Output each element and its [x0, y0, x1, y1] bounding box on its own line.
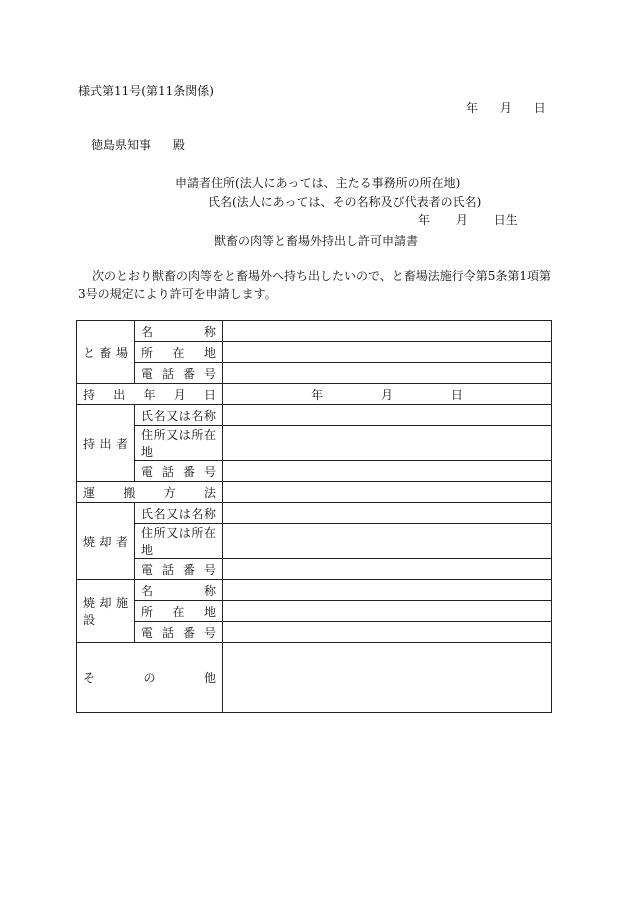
document-title: 獣畜の肉等と畜場外持出し許可申請書 [214, 234, 419, 248]
form-number: 様式第11号(第11条関係) [78, 84, 214, 98]
slaughterhouse-name-field[interactable] [223, 321, 552, 342]
table-row [77, 559, 552, 580]
table-row [77, 405, 552, 426]
incinerator-name-field[interactable] [223, 503, 552, 524]
table-row [77, 384, 552, 405]
carry-out-date-field[interactable] [223, 384, 552, 405]
table-row [77, 482, 552, 503]
applicant-address-label: 申請者住所(法人にあっては、主たる事務所の所在地) [175, 176, 461, 190]
other-label: そ の 他 [77, 643, 223, 713]
carrier-name-field[interactable] [223, 405, 552, 426]
addressee-honorific: 殿 [173, 138, 186, 152]
birth-year: 年 [418, 213, 431, 227]
incinerator-name-label: 氏名又は名称 [135, 503, 223, 524]
slaughterhouse-name-label: 名 称 [135, 321, 223, 342]
applicant-name-label: 氏名(法人にあっては、その名称及び代表者の氏名) [208, 195, 482, 209]
incinerator-label: 焼 却 者 [77, 503, 135, 580]
facility-phone-field[interactable] [223, 622, 552, 643]
slaughterhouse-label: と 畜 場 [77, 321, 135, 384]
date-day: 日 [533, 101, 546, 115]
incinerator-address-label: 住所又は所在地 [135, 524, 223, 559]
table-row [77, 503, 552, 524]
birth-month: 月 [455, 213, 468, 227]
slaughterhouse-location-label: 所 在 地 [135, 342, 223, 363]
carrier-address-field[interactable] [223, 426, 552, 461]
addressee-name: 徳島県知事 [91, 138, 152, 152]
slaughterhouse-location-field[interactable] [223, 342, 552, 363]
slaughterhouse-phone-field[interactable] [223, 363, 552, 384]
transport-method-field[interactable] [223, 482, 552, 503]
facility-label: 焼却施設 [77, 580, 135, 643]
birth-day: 日生 [493, 213, 518, 227]
incinerator-phone-field[interactable] [223, 559, 552, 580]
body-text: 次のとおり獣畜の肉等をと畜場外へ持ち出したいので、と畜場法施行令第5条第1項第3号の規定により許可を申請します。 [78, 269, 552, 301]
facility-name-field[interactable] [223, 580, 552, 601]
slaughterhouse-phone-label: 電 話 番 号 [135, 363, 223, 384]
table-row [77, 643, 552, 713]
carry-out-date-label: 持 出 年 月 日 [77, 384, 223, 405]
table-row [77, 461, 552, 482]
carry-out-year: 年 [311, 387, 324, 402]
table-row [77, 426, 552, 461]
facility-location-label: 所 在 地 [135, 601, 223, 622]
addressee [91, 138, 185, 152]
carrier-phone-field[interactable] [223, 461, 552, 482]
other-field[interactable] [223, 643, 552, 713]
carrier-name-label: 氏名又は名称 [135, 405, 223, 426]
carrier-address-label: 住所又は所在地 [135, 426, 223, 461]
carry-out-day: 日 [450, 387, 463, 402]
date-year: 年 [466, 101, 479, 115]
table-row [77, 622, 552, 643]
table-row [77, 363, 552, 384]
transport-method-label: 運 搬 方 法 [77, 482, 223, 503]
date-month: 月 [499, 101, 512, 115]
table-row [77, 321, 552, 342]
carrier-phone-label: 電 話 番 号 [135, 461, 223, 482]
application-date [466, 101, 546, 115]
table-row [77, 524, 552, 559]
table-row [77, 580, 552, 601]
incinerator-address-field[interactable] [223, 524, 552, 559]
facility-name-label: 名 称 [135, 580, 223, 601]
application-form-table [76, 320, 552, 713]
facility-location-field[interactable] [223, 601, 552, 622]
table-row [77, 342, 552, 363]
carrier-label: 持 出 者 [77, 405, 135, 482]
incinerator-phone-label: 電 話 番 号 [135, 559, 223, 580]
applicant-birthdate [418, 213, 518, 227]
carry-out-month: 月 [380, 387, 393, 402]
table-row [77, 601, 552, 622]
facility-phone-label: 電 話 番 号 [135, 622, 223, 643]
